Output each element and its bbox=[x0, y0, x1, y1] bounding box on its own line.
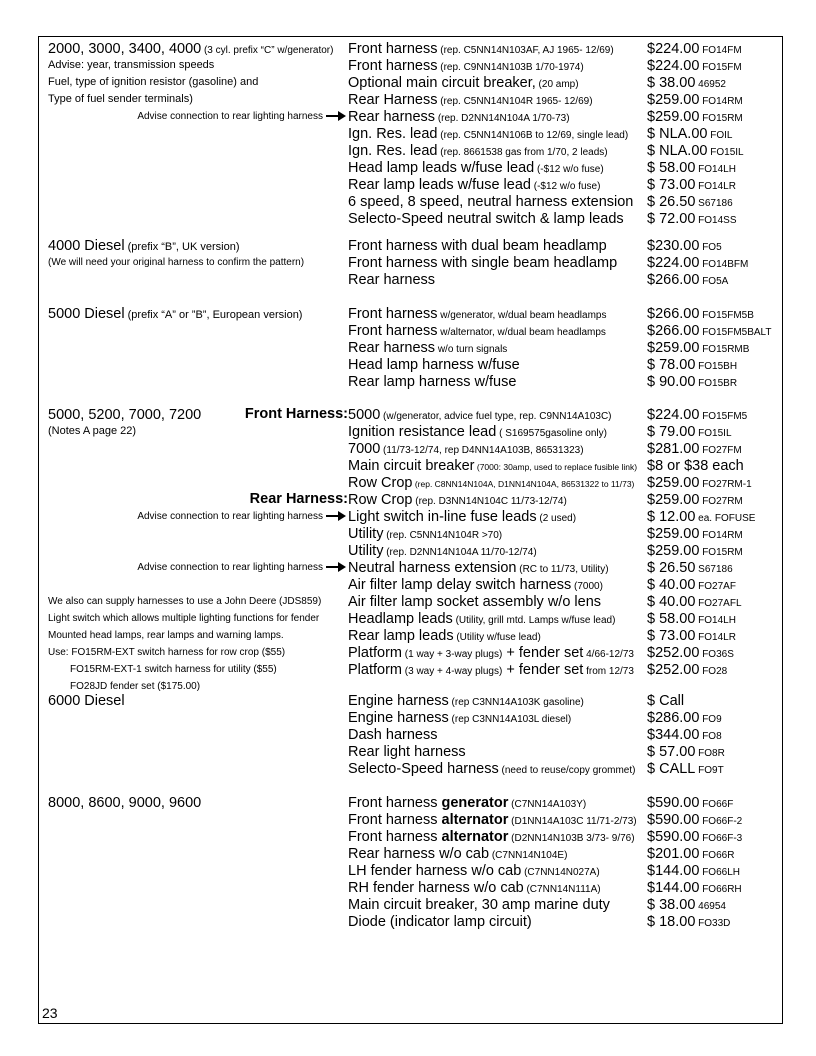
list-item: Front harness w/alternator, w/dual beam headlamps bbox=[348, 323, 606, 339]
list-item: Ign. Res. lead (rep. C5NN14N106B to 12/69, single lead) bbox=[348, 126, 629, 142]
list-item: Selecto-Speed harness (need to reuse/copy grommet) bbox=[348, 761, 636, 777]
jd-note: Light switch which allows multiple lighting functions for fender bbox=[48, 613, 320, 624]
model-title: 2000, 3000, 3400, 4000 bbox=[48, 41, 202, 57]
note-line: Fuel, type of ignition resistor (gasoline) and bbox=[48, 76, 259, 88]
price: $259.00 FO27RM bbox=[647, 492, 743, 508]
price: $224.00 FO15FM bbox=[647, 58, 742, 74]
price: $ 73.00 FO14LR bbox=[647, 628, 736, 644]
price: $201.00 FO66R bbox=[647, 846, 735, 862]
list-item: Air filter lamp socket assembly w/o lens bbox=[348, 594, 602, 610]
jd-note: FO15RM-EXT-1 switch harness for utility ($55) bbox=[70, 664, 277, 675]
list-item: Rear harness bbox=[348, 272, 436, 288]
list-item: Dash harness bbox=[348, 727, 438, 743]
price: $590.00 FO66F-3 bbox=[647, 829, 743, 845]
price: $259.00 FO27RM-1 bbox=[647, 475, 752, 491]
list-item: RH fender harness w/o cab (C7NN14N111A) bbox=[348, 880, 601, 896]
list-item: Platform (3 way + 4-way plugs) + fender set from 12/73 bbox=[348, 662, 634, 678]
price: $259.00 FO14RM bbox=[647, 92, 743, 108]
section-2-items bbox=[348, 237, 648, 288]
list-item: Rear light harness bbox=[348, 744, 466, 760]
list-item: LH fender harness w/o cab (C7NN14N027A) bbox=[348, 863, 600, 879]
list-item: Front harness (rep. C9NN14N103B 1/70-1974) bbox=[348, 58, 584, 74]
price: $ 57.00 FO8R bbox=[647, 744, 725, 760]
list-item: 7000 (11/73-12/74, rep D4NN14A103B, 86531323) bbox=[348, 441, 584, 457]
list-item: 6 speed, 8 speed, neutral harness extension bbox=[348, 194, 634, 210]
price: $ 26.50 S67186 bbox=[647, 194, 733, 210]
model-title: 5000 Diesel bbox=[48, 306, 125, 322]
price: $252.00 FO28 bbox=[647, 662, 728, 678]
section-1-items bbox=[348, 40, 648, 227]
price: $266.00 FO15FM5BALT bbox=[647, 323, 772, 339]
price: $ NLA.00 FO15IL bbox=[647, 143, 744, 159]
list-item: Neutral harness extension (RC to 11/73, Utility) bbox=[348, 560, 609, 576]
jd-note: Mounted head lamps, rear lamps and warning lamps. bbox=[48, 630, 284, 641]
price: $ 12.00 ea. FOFUSE bbox=[647, 509, 756, 525]
page-number: 23 bbox=[42, 1005, 58, 1021]
note-line: Type of fuel sender terminals) bbox=[48, 93, 193, 105]
price: $ Call bbox=[647, 693, 685, 709]
price: $ 40.00 FO27AF bbox=[647, 577, 736, 593]
list-item: Ignition resistance lead ( S169575gasoline only) bbox=[348, 424, 607, 440]
list-item: Engine harness (rep C3NN14A103K gasoline) bbox=[348, 693, 584, 709]
list-item: Optional main circuit breaker, (20 amp) bbox=[348, 75, 579, 91]
list-item: Ign. Res. lead (rep. 8661538 gas from 1/70, 2 leads) bbox=[348, 143, 608, 159]
list-item: Diode (indicator lamp circuit) bbox=[348, 914, 532, 930]
note-line: (We will need your original harness to confirm the pattern) bbox=[48, 257, 305, 268]
price: $ 58.00 FO14LH bbox=[647, 160, 736, 176]
price: $266.00 FO15FM5B bbox=[647, 306, 754, 322]
list-item: Air filter lamp delay switch harness (7000) bbox=[348, 577, 603, 593]
price: $ 38.00 46954 bbox=[647, 897, 726, 913]
section-4-items bbox=[348, 406, 648, 678]
price: $590.00 FO66F-2 bbox=[647, 812, 743, 828]
list-item: Rear Harness (rep. C5NN14N104R 1965- 12/69) bbox=[348, 92, 593, 108]
price: $ 38.00 46952 bbox=[647, 75, 726, 91]
section-4-left bbox=[48, 406, 348, 695]
price: $144.00 FO66LH bbox=[647, 863, 740, 879]
list-item: 5000 (w/generator, advice fuel type, rep. C9NN14A103C) bbox=[348, 407, 612, 423]
price: $ 40.00 FO27AFL bbox=[647, 594, 742, 610]
advise-note: Advise connection to rear lighting harness bbox=[48, 559, 348, 576]
price: $259.00 FO14RM bbox=[647, 526, 743, 542]
price: $ 90.00 FO15BR bbox=[647, 374, 738, 390]
section-1-prices bbox=[647, 40, 797, 227]
price: $230.00 FO5 bbox=[647, 238, 722, 254]
price: $ 78.00 FO15BH bbox=[647, 357, 738, 373]
section-5-prices bbox=[647, 692, 797, 777]
arrow-right-icon bbox=[326, 562, 346, 572]
model-title: 8000, 8600, 9000, 9600 bbox=[48, 795, 202, 811]
list-item: Rear harness w/o cab (C7NN14N104E) bbox=[348, 846, 568, 862]
list-item: Utility (rep. C5NN14N104R >70) bbox=[348, 526, 503, 542]
section-5-left bbox=[48, 692, 348, 709]
list-item: Front harness generator (C7NN14A103Y) bbox=[348, 795, 587, 811]
price: $281.00 FO27FM bbox=[647, 441, 742, 457]
list-item: Rear lamp harness w/fuse bbox=[348, 374, 517, 390]
rear-harness-label: Rear Harness: bbox=[249, 491, 348, 507]
list-item: Front harness with single beam headlamp bbox=[348, 255, 618, 271]
price: $259.00 FO15RM bbox=[647, 543, 743, 559]
price: $8 or $38 each bbox=[647, 458, 744, 474]
price: $252.00 FO36S bbox=[647, 645, 734, 661]
jd-note: We also can supply harnesses to use a John Deere (JDS859) bbox=[48, 596, 322, 607]
advise-note: Advise connection to rear lighting harness bbox=[48, 508, 348, 525]
list-item: Selecto-Speed neutral switch & lamp leads bbox=[348, 211, 624, 227]
section-2-prices bbox=[647, 237, 797, 288]
list-item: Row Crop (rep. D3NN14N104C 11/73-12/74) bbox=[348, 492, 567, 508]
list-item: Engine harness (rep C3NN14A103L diesel) bbox=[348, 710, 572, 726]
list-item: Rear lamp leads (Utility w/fuse lead) bbox=[348, 628, 541, 644]
arrow-right-icon bbox=[326, 111, 346, 121]
price: $ 18.00 FO33D bbox=[647, 914, 731, 930]
price: $590.00 FO66F bbox=[647, 795, 734, 811]
section-3-prices bbox=[647, 305, 797, 390]
section-4-prices bbox=[647, 406, 797, 678]
model-title: 6000 Diesel bbox=[48, 693, 125, 709]
price: $259.00 FO15RM bbox=[647, 109, 743, 125]
advise-note: Advise connection to rear lighting harness bbox=[48, 108, 348, 125]
price: $344.00 FO8 bbox=[647, 727, 722, 743]
price: $286.00 FO9 bbox=[647, 710, 722, 726]
section-2-left bbox=[48, 237, 348, 271]
price: $224.00 FO15FM5 bbox=[647, 407, 748, 423]
price: $ 79.00 FO15IL bbox=[647, 424, 732, 440]
notes-ref: (Notes A page 22) bbox=[48, 425, 137, 437]
model-title: 5000, 5200, 7000, 7200 bbox=[48, 407, 202, 423]
list-item: Front harness alternator (D2NN14N103B 3/73- 9/76) bbox=[348, 829, 635, 845]
note-line: Advise: year, transmission speeds bbox=[48, 59, 215, 71]
list-item: Row Crop (rep. C8NN14N104A, D1NN14N104A, 86531322 to 11/73) bbox=[348, 475, 635, 491]
section-5-items bbox=[348, 692, 648, 777]
section-6-left bbox=[48, 794, 348, 811]
list-item: Platform (1 way + 3-way plugs) + fender set 4/66-12/73 bbox=[348, 645, 634, 661]
list-item: Head lamp harness w/fuse bbox=[348, 357, 520, 373]
list-item: Front harness with dual beam headlamp bbox=[348, 238, 607, 254]
price: $ 73.00 FO14LR bbox=[647, 177, 736, 193]
list-item: Light switch in-line fuse leads (2 used) bbox=[348, 509, 577, 525]
price: $ CALL FO9T bbox=[647, 761, 724, 777]
list-item: Headlamp leads (Utility, grill mtd. Lamps w/fuse lead) bbox=[348, 611, 616, 627]
section-6-items bbox=[348, 794, 648, 930]
price: $ 26.50 S67186 bbox=[647, 560, 733, 576]
model-note: (3 cyl. prefix “C” w/generator) bbox=[201, 45, 334, 56]
price: $ 72.00 FO14SS bbox=[647, 211, 737, 227]
price: $ 58.00 FO14LH bbox=[647, 611, 736, 627]
front-harness-label: Front Harness: bbox=[244, 406, 348, 422]
price: $224.00 FO14BFM bbox=[647, 255, 749, 271]
list-item: Head lamp leads w/fuse lead (-$12 w/o fuse) bbox=[348, 160, 604, 176]
list-item: Main circuit breaker (7000: 30amp, used to replace fusible link) bbox=[348, 458, 638, 474]
price: $ NLA.00 FOIL bbox=[647, 126, 733, 142]
list-item: Rear harness w/o turn signals bbox=[348, 340, 508, 356]
price: $224.00 FO14FM bbox=[647, 41, 742, 57]
section-3-items bbox=[348, 305, 648, 390]
jd-note: Use: FO15RM-EXT switch harness for row crop ($55) bbox=[48, 647, 286, 658]
price: $259.00 FO15RMB bbox=[647, 340, 750, 356]
list-item: Main circuit breaker, 30 amp marine duty bbox=[348, 897, 610, 913]
list-item: Utility (rep. D2NN14N104A 11/70-12/74) bbox=[348, 543, 537, 559]
list-item: Front harness alternator (D1NN14A103C 11/71-2/73) bbox=[348, 812, 637, 828]
list-item: Rear harness (rep. D2NN14N104A 1/70-73) bbox=[348, 109, 570, 125]
model-note: (prefix “A” or ”B”, European version) bbox=[124, 309, 303, 321]
section-1-left bbox=[48, 40, 348, 125]
model-title: 4000 Diesel bbox=[48, 238, 125, 254]
list-item: Front harness (rep. C5NN14N103AF, AJ 1965- 12/69) bbox=[348, 41, 614, 57]
section-3-left bbox=[48, 305, 348, 322]
model-note: (prefix “B”, UK version) bbox=[124, 241, 240, 253]
arrow-right-icon bbox=[326, 511, 346, 521]
price: $144.00 FO66RH bbox=[647, 880, 742, 896]
price: $266.00 FO5A bbox=[647, 272, 729, 288]
jd-note: FO28JD fender set ($175.00) bbox=[70, 681, 201, 692]
list-item: Rear lamp leads w/fuse lead (-$12 w/o fuse) bbox=[348, 177, 601, 193]
section-6-prices bbox=[647, 794, 797, 930]
list-item: Front harness w/generator, w/dual beam headlamps bbox=[348, 306, 607, 322]
